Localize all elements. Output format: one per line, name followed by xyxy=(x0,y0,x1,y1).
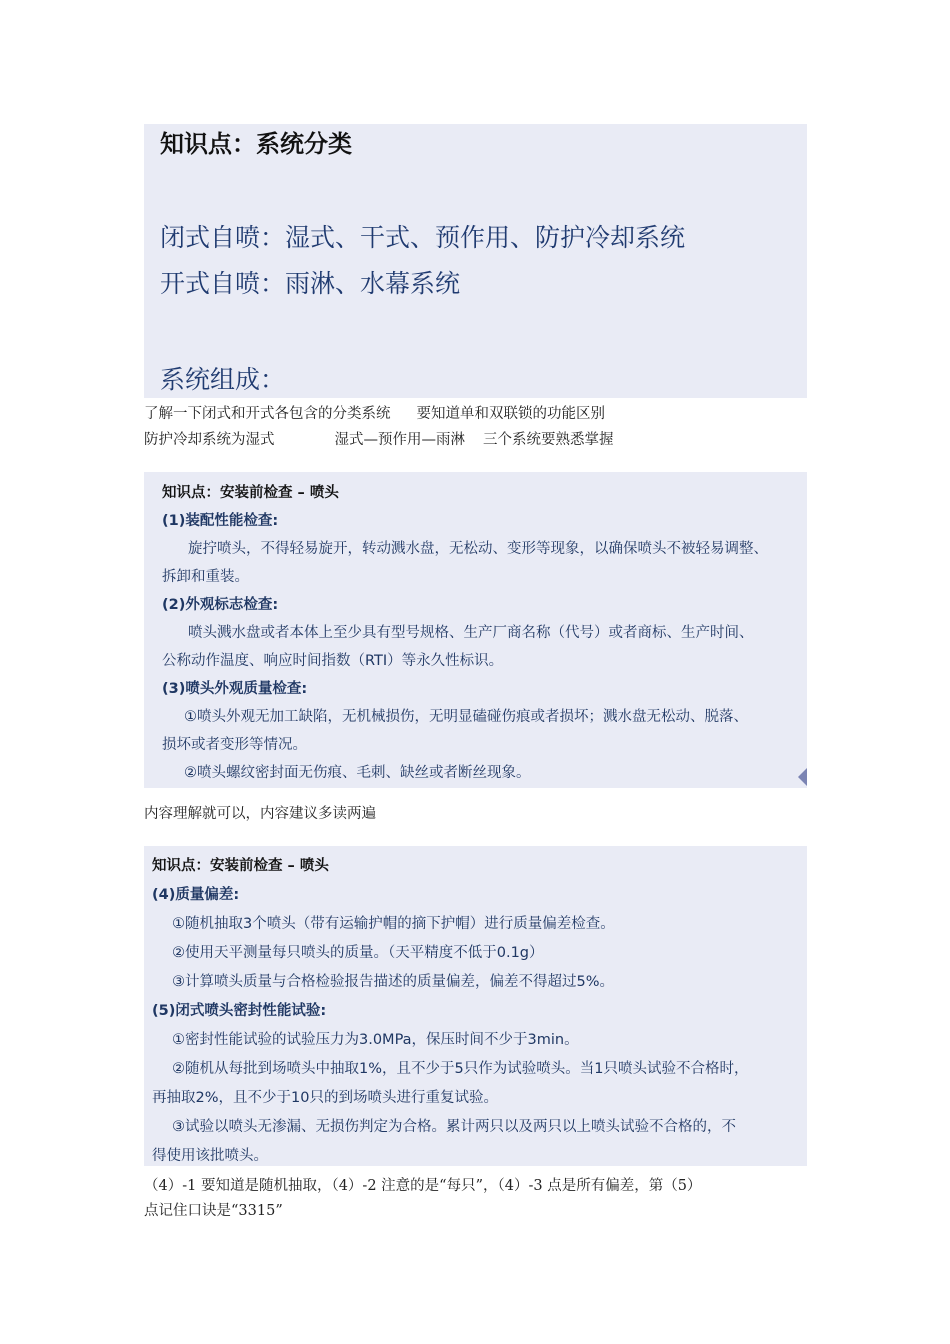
paragraph-line: 损坏或者变形等情况。 xyxy=(162,737,307,753)
slide-title: 知识点：系统分类 xyxy=(160,130,352,158)
paragraph-line: ②使用天平测量每只喷头的质量。（天平精度不低于0.1g） xyxy=(172,945,544,961)
slide-pre-install-check-2 xyxy=(144,846,807,1166)
paragraph-line: 拆卸和重装。 xyxy=(162,569,249,585)
note-line: 内容理解就可以，内容建议多读两遍 xyxy=(144,806,376,822)
paragraph-line: ①随机抽取3个喷头（带有运输护帽的摘下护帽）进行质量偏差检查。 xyxy=(172,916,615,932)
paragraph-line: 喷头溅水盘或者本体上至少具有型号规格、生产厂商名称（代号）或者商标、生产时间、 xyxy=(188,625,754,641)
section-heading: (3)喷头外观质量检查: xyxy=(162,681,308,697)
section-heading: (1)装配性能检查: xyxy=(162,513,279,529)
paragraph-line: 旋拧喷头，不得轻易旋开，转动溅水盘，无松动、变形等现象，以确保喷头不被轻易调整、 xyxy=(188,541,768,557)
note-line: 了解一下闭式和开式各包含的分类系统 要知道单和双联锁的功能区别 xyxy=(144,406,605,422)
slide-system-classification xyxy=(144,124,807,398)
open-sprinkler-line: 开式自喷：雨淋、水幕系统 xyxy=(160,269,461,298)
paragraph-line: ③计算喷头质量与合格检验报告描述的质量偏差，偏差不得超过5%。 xyxy=(172,974,614,990)
slide-title: 知识点：安装前检查 – 喷头 xyxy=(152,858,329,874)
section-heading: (2)外观标志检查: xyxy=(162,597,279,613)
paragraph-line: 得使用该批喷头。 xyxy=(152,1148,268,1164)
paragraph-line: ②喷头螺纹密封面无伤痕、毛刺、缺丝或者断丝现象。 xyxy=(184,765,531,781)
paragraph-line: 再抽取2%，且不少于10只的到场喷头进行重复试验。 xyxy=(152,1090,498,1106)
paragraph-line: ①密封性能试验的试验压力为3.0MPa，保压时间不少于3min。 xyxy=(172,1032,579,1048)
slide-title: 知识点：安装前检查 – 喷头 xyxy=(162,485,339,501)
note-line: 点记住口诀是“3315” xyxy=(144,1203,283,1219)
note-line: （4）-1 要知道是随机抽取，（4）-2 注意的是“每只”，（4）-3 点是所有偏差，第（5） xyxy=(144,1178,702,1194)
slide-marker-icon xyxy=(798,768,807,786)
paragraph-line: ①喷头外观无加工缺陷，无机械损伤，无明显磕碰伤痕或者损坏；溅水盘无松动、脱落、 xyxy=(184,709,748,725)
paragraph-line: ②随机从每批到场喷头中抽取1%，且不少于5只作为试验喷头。当1只喷头试验不合格时， xyxy=(172,1061,749,1077)
slide-pre-install-check-1 xyxy=(144,472,807,788)
paragraph-line: ③试验以喷头无渗漏、无损伤判定为合格。累计两只以及两只以上喷头试验不合格的，不 xyxy=(172,1119,736,1135)
note-line: 防护冷却系统为湿式 湿式—预作用—雨淋 三个系统要熟悉掌握 xyxy=(144,432,614,448)
section-heading: (4)质量偏差: xyxy=(152,887,240,903)
paragraph-line: 公称动作温度、响应时间指数（RTI）等永久性标识。 xyxy=(162,653,504,669)
closed-sprinkler-line: 闭式自喷：湿式、干式、预作用、防护冷却系统 xyxy=(160,223,686,252)
system-composition-line: 系统组成： xyxy=(160,365,286,394)
section-heading: (5)闭式喷头密封性能试验: xyxy=(152,1003,327,1019)
